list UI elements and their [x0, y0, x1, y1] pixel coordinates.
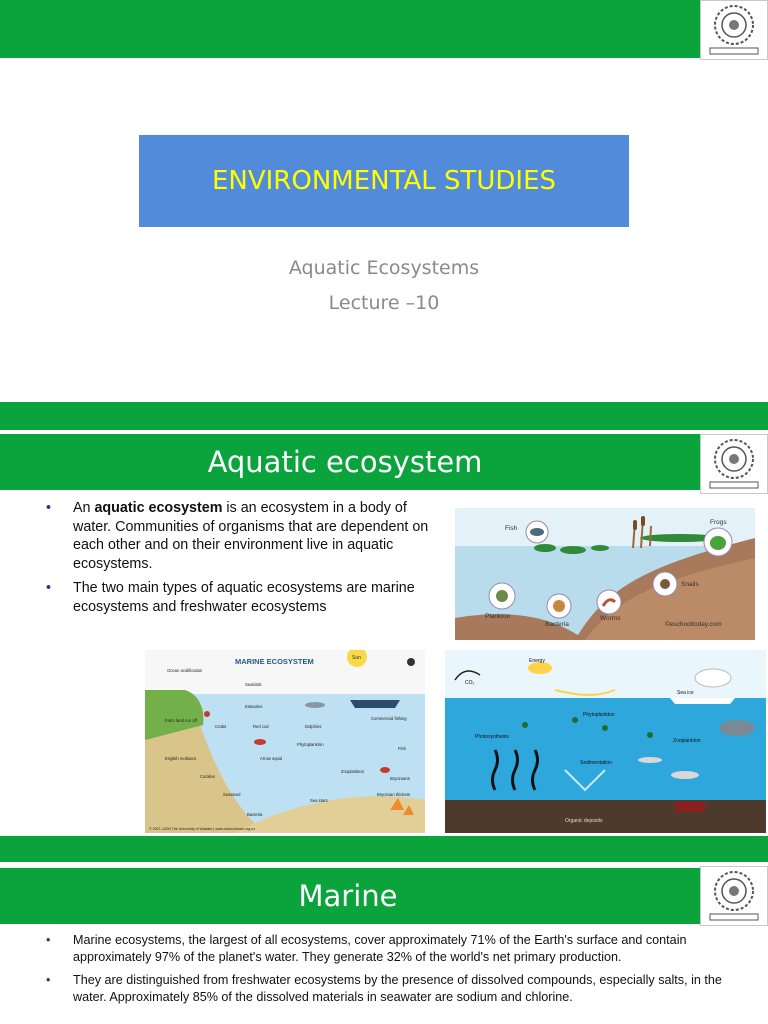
label-phytoplankton: Phytoplankton [297, 742, 324, 747]
label-energy: Energy [529, 658, 545, 664]
subtitle [0, 251, 768, 321]
slide3-bullets [46, 932, 746, 1006]
label-sedimentation: Sedimentation [580, 760, 612, 766]
label-dolphins: Dolphins [305, 724, 322, 729]
snail-icon [660, 579, 670, 589]
title-box [139, 135, 629, 227]
label-sea-stars: Sea stars [310, 798, 328, 803]
polar-bear-icon [695, 669, 731, 687]
bullet-text: is an ecosystem in a body of water. Communities of organisms that are dependent on each other and on their environment live in aquatic ecosystems. [73, 500, 429, 572]
label-fish: Fish [398, 746, 406, 751]
bacteria-icon [553, 600, 565, 612]
label-fish: Fish [505, 525, 518, 532]
label-commercial-fishing: Commercial fishing [371, 716, 407, 721]
slide1-top-band [0, 0, 768, 58]
label-co2: CO₂ [465, 680, 475, 686]
slide2-bottom-band [0, 836, 768, 862]
label-bryozoan-thickets: Bryozoan thickets [377, 792, 411, 797]
plankton-icon [496, 590, 508, 602]
marine-carbon-cycle-image [445, 650, 766, 833]
label-sun: Sun [352, 655, 361, 661]
label-sea-ice: Sea ice [677, 690, 694, 696]
marine-title: MARINE ECOSYSTEM [235, 657, 314, 666]
label-crabs: Crabs [215, 724, 227, 729]
marine-ecosystem-image [145, 650, 425, 833]
bullet-item [46, 499, 438, 573]
emblem-icon [704, 437, 764, 491]
fish-icon [671, 771, 699, 779]
label-bacteria: Bacteria [247, 812, 263, 817]
image-credit: ©eschooltoday.com [665, 621, 722, 628]
label-arrow-squid: Arrow squid [260, 756, 283, 761]
label-estuaries: Estuaries [245, 704, 263, 709]
label-frogs: Frogs [710, 519, 727, 526]
label-runoff: Farm land run off [165, 718, 197, 723]
frog-icon [710, 536, 726, 550]
fish-icon [530, 528, 544, 536]
label-zooplankton: Zooplankton [673, 738, 701, 744]
label-snails: Snails [681, 581, 699, 588]
label-ocean-acidification: Ocean acidification [167, 668, 203, 673]
label-worms: Worms [600, 615, 621, 622]
label-cockles: Cockles [200, 774, 215, 779]
info-icon [407, 658, 415, 666]
bullet-text: An [73, 500, 95, 516]
institute-logo [700, 434, 768, 494]
label-photosynthesis: Photosynthesis [475, 734, 509, 740]
label-bacteria: Bacteria [545, 621, 569, 628]
emblem-icon [704, 869, 764, 923]
boat-icon [350, 700, 400, 708]
subtitle-line-1: Aquatic Ecosystems [288, 257, 480, 279]
slide2-bullets [46, 499, 438, 616]
bullet-item: • They are distinguished from freshwater ecosystems by the presence of dissolved compounds, especially salts, in the water. Approximately 85% of the dissolved materials in seawater are sodium and chlorine. [46, 972, 746, 1006]
bullet-bold-text: aquatic ecosystem [94, 500, 223, 516]
pond-ecosystem-image [455, 508, 755, 640]
slide2-title: Aquatic ecosystem [207, 445, 483, 479]
dolphin-icon [305, 702, 325, 708]
label-red-cod: Red cod [253, 724, 269, 729]
image-credit: © 2007–2009 The University of Waikato | www.sciencelearn.org.nz [149, 827, 256, 831]
label-phytoplankton: Phytoplankton [583, 712, 615, 718]
fish-icon [638, 757, 662, 763]
label-plankton: Plankton [485, 613, 511, 620]
emblem-icon [704, 3, 764, 57]
bullet-item: • The two main types of aquatic ecosystems are marine ecosystems and freshwater ecosystems [46, 579, 438, 616]
label-seaweed: Seaweed [223, 792, 241, 797]
institute-logo [700, 0, 768, 60]
seal-icon [719, 720, 755, 736]
label-molluscs: English molluscs [165, 756, 197, 761]
page-title: ENVIRONMENTAL STUDIES [211, 166, 557, 196]
slide1-bottom-band [0, 402, 768, 430]
slide3-title: Marine [298, 879, 398, 913]
subtitle-line-2: Lecture –10 [328, 292, 440, 314]
label-organic-deposits: Organic deposits [565, 818, 603, 824]
label-seabirds: Seabirds [245, 682, 262, 687]
label-zooplankton: Zooplankton [341, 769, 365, 774]
institute-logo [700, 866, 768, 926]
label-bryozoans: Bryozoans [390, 776, 410, 781]
bullet-item: • Marine ecosystems, the largest of all ecosystems, cover approximately 71% of the Earth's surface and contain approximately 97% of the planet's water. They generate 32% of the world's net primary production. [46, 932, 746, 966]
